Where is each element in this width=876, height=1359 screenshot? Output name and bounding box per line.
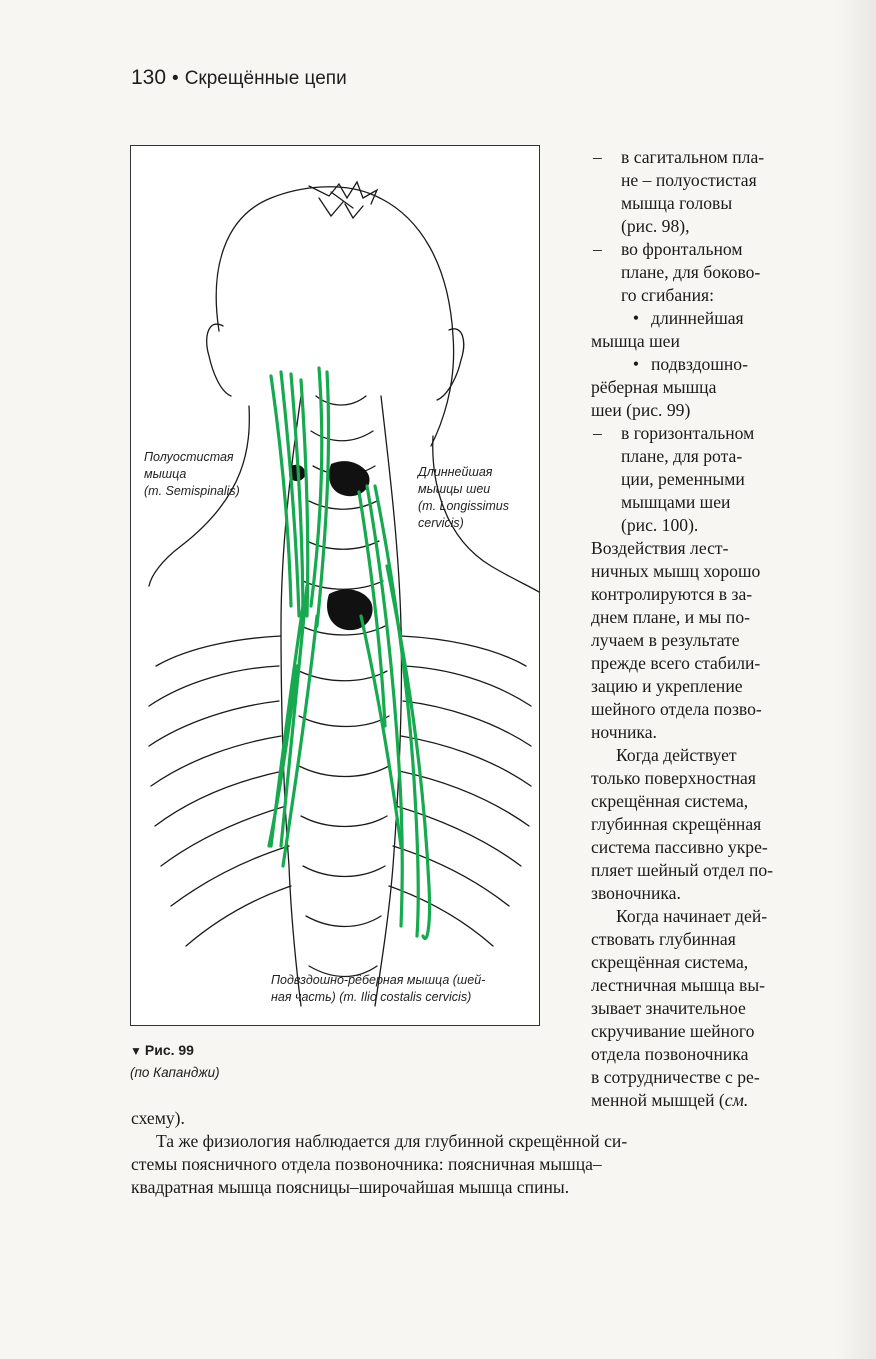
page-edge-shadow xyxy=(836,0,876,1359)
joint-upper xyxy=(329,461,370,496)
list-item-sagittal: – в сагитальном пла- не – полуостистая мышца головы (рис. 98), xyxy=(591,146,807,238)
paragraph-scalene-effects: Воздействия лест- ничных мышц хорошо контролируются в за- днем плане, и мы по- лучаем в результате прежде всего стабили- зацию и укрепление шейного отдела позво- ночника. xyxy=(591,538,762,742)
figure-caption xyxy=(130,1039,220,1084)
chapter-title: Скрещённые цепи xyxy=(184,68,347,89)
figure-source: (по Капанджи) xyxy=(130,1065,220,1080)
full-width-text xyxy=(131,1107,808,1199)
paragraph-deep-system: Когда начинает дей- ствовать глубинная скрещённая система, лестничная мышца вы- зывает значительное скручивание шейного отдела позвоночника в сотрудничестве с ре- менной мышцей (см. xyxy=(591,906,768,1110)
anatomy-illustration xyxy=(131,146,541,1027)
caption-marker: ▼ xyxy=(130,1044,142,1058)
list-item-horizontal: – в горизонтальном плане, для рота- ции, ременными мышцами шеи (рис. 100). xyxy=(591,422,807,537)
header-separator: • xyxy=(172,68,179,89)
label-longissimus: Длиннейшая мышцы шеи (m. Longissimus cervicis) xyxy=(418,465,509,530)
list-item-frontal: – во фронтальном плане, для боково- го сгибания: xyxy=(591,238,807,307)
right-column-text xyxy=(591,146,807,1112)
head-outline xyxy=(216,187,453,446)
longissimus-muscle xyxy=(359,486,418,936)
figure-99 xyxy=(130,145,540,1026)
left-ear xyxy=(207,324,231,396)
paragraph-lumbar: Та же физиология наблюдается для глубинной скрещённой си- стемы поясничного отдела позвоночника: поясничная мышца– квадратная мышца поясницы–широчайшая мышца спины. xyxy=(131,1131,628,1197)
page-number: 130 xyxy=(131,66,167,89)
sub-item-iliocostalis: • подвздошно- рёберная мышца шеи (рис. 99) xyxy=(591,354,748,420)
label-semispinalis: Полуостистая мышца (m. Semispinalis) xyxy=(144,450,240,498)
sub-item-longissimus: • длиннейшая мышца шеи xyxy=(591,308,744,351)
paragraph-superficial-system: Когда действует только поверхностная скрещённая система, глубинная скрещённая система пассивно укре- пляет шейный отдел по- звоночника. xyxy=(591,745,774,903)
joint-lower xyxy=(327,589,373,630)
label-iliocostalis: Подвздошно-рёберная мышца (шей- ная часть) (m. Ilio costalis cervicis) xyxy=(271,973,486,1004)
ribs-left xyxy=(149,636,291,946)
running-header xyxy=(131,66,347,90)
figure-number: Рис. 99 xyxy=(144,1042,194,1058)
paragraph-continuation: схему). xyxy=(131,1108,185,1128)
ribs-right xyxy=(389,636,531,946)
